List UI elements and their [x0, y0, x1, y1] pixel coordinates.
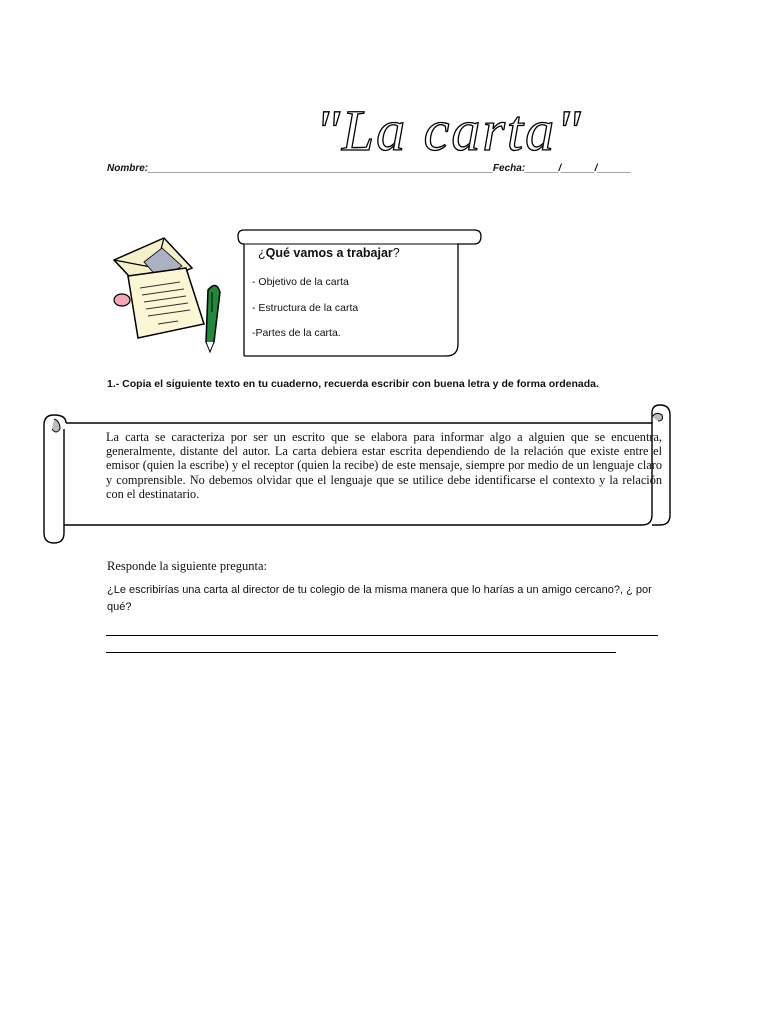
objective-item: -Partes de la carta.	[252, 327, 341, 339]
objectives-heading: ¿Qué vamos a trabajar?	[258, 246, 400, 260]
objective-item: - Estructura de la carta	[252, 302, 359, 314]
instruction-text: 1.- Copia el siguiente texto en tu cuaderno, recuerda escribir con buena letra y de forma ordenada.	[107, 378, 599, 390]
eraser-icon	[114, 294, 130, 306]
page-title-text: "La carta"	[315, 98, 583, 163]
name-date-line: Nombre:______________________________________________________________Fecha:______/______/______	[107, 163, 631, 174]
question-title: Responde la siguiente pregunta:	[107, 559, 268, 573]
pen-icon	[206, 285, 220, 352]
answer-line[interactable]	[106, 652, 616, 653]
objective-item: - Objetivo de la carta	[252, 276, 349, 288]
answer-line[interactable]	[106, 635, 658, 636]
passage-text: La carta se caracteriza por ser un escrito que se elabora para informar algo a alguien que se encuentra, generalmente, distante del autor. La carta debiera estar escrita dependiendo de la relación que existe entre el emisor (quien la escribe) y el receptor (quien la recibe) de este mensaje, siempre por medio de un lenguaje claro y comprensible. No debemos olvidar que el lenguaje que se utilice debe identificarse el contexto y la relación con el destinatario.	[106, 430, 662, 501]
paper-icon	[128, 268, 204, 338]
letter-clipart-icon	[104, 232, 234, 356]
question-text: ¿Le escribirías una carta al director de tu colegio de la misma manera que lo harías a un amigo cercano?, ¿ por qué?	[107, 584, 652, 613]
